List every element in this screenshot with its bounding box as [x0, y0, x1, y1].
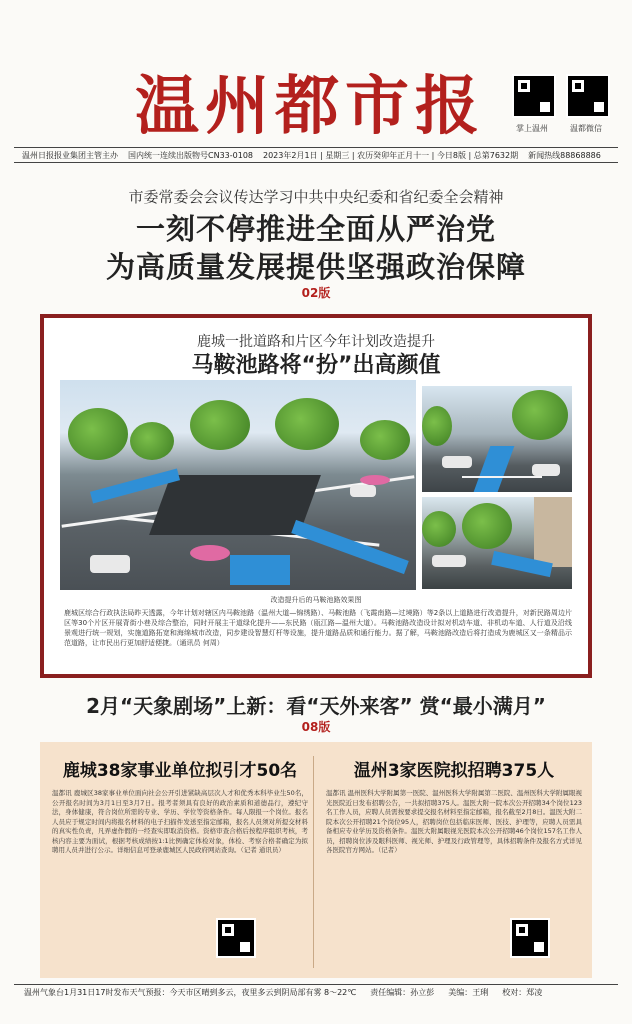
qr2-label: 温都微信 [570, 124, 602, 133]
lead-headline-1[interactable]: 一刻不停推进全面从严治党 [135, 212, 496, 246]
left-headline[interactable]: 鹿城38家事业单位拟引才50名 [62, 761, 298, 781]
second-page-ref[interactable]: 08版 [301, 720, 331, 734]
right-body: 温都讯 温州医科大学附属第一医院、温州医科大学附属第二医院、温州医科大学附属眼视光医院近日发布招聘公告，一共拟招聘375人。温医大附一院本次公开招聘34个岗位123名工作人员，应聘人员需按要求提交报名材料至指定邮箱，报名截至2月8日。温医大附二院本次公开招聘21个岗位95人，招聘岗位包括临床医师、医技、护理等，应聘人员需具备相应专业学历及资格条件。温医大附属眼视光医院本次公开招聘46个岗位157名工作人员，招聘岗位涉及眼科医师、视光师、护理及行政管理等，具体招聘条件及报名方式详见各医院官方网站。（记者） [326, 789, 582, 854]
feature-body: 鹿城区综合行政执法局昨天透露，今年计划对辖区内马鞍池路（温州大道—锦绣路）、马鞍池路（飞霞南路—过境路）等2条以上道路进行改造提升，对新民路周边片区等30个片区开展背街小巷及综合整治，同时开展主干道绿化提升——东民路（瓯江路—温州大道）。马鞍池路改造设计拟对机动车道、非机动车道、人行道及沿线景观进行统一规划，实施道路拓宽和海绵城市改造，同步建设智慧灯杆等设施，提升道路品质和通行能力。据了解，马鞍池路改造后将打造成为鹿城区又一条精品示范道路，让市民出行更加舒适便捷。（通讯员 何周） [64, 609, 572, 647]
masthead-info-bar [14, 147, 618, 163]
info-hotline: 新闻热线88868886 [528, 150, 601, 160]
info-publisher: 温州日报报业集团主管主办 [22, 150, 118, 160]
qr-code-icon [566, 74, 610, 118]
second-headline[interactable]: 2月“天象剧场”上新：看“天外来客” 赏“最小满月” [86, 694, 546, 718]
feature-photo-2[interactable] [422, 386, 572, 492]
info-date: 2023年2月1日 | 星期三 | 农历癸卯年正月十一 | 今日8版 | 总第7632期 [263, 150, 519, 160]
column-divider [313, 756, 314, 968]
footer-weather: 温州气象台1月31日17时发布天气预报：今天市区晴到多云，夜里多云到阴局部有雾 8～22℃ [24, 988, 357, 997]
right-column [326, 756, 582, 856]
left-column [52, 756, 308, 856]
feature-kicker: 鹿城一批道路和片区今年计划改造提升 [197, 334, 435, 350]
feature-main-photo[interactable] [60, 380, 416, 590]
footer-editor: 责任编辑：孙立彭 [370, 988, 435, 997]
lead-headline-2[interactable]: 为高质量发展提供坚强政治保障 [105, 250, 526, 284]
left-body: 温都讯 鹿城区38家事业单位面向社会公开引进紧缺高层次人才和优秀本科毕业生50名，公开报名时间为3月1日至3月7日。报考者须具有良好的政治素质和道德品行，遵纪守法，身体健康，符合岗位所需的专业、学历、学位等资格条件。每人限报一个岗位。报名人员应于规定时间内将报名材料的电子扫描件发送至指定邮箱，报名人员须对所提交材料的真实性负责，凡弄虚作假的一经查实即取消资格。资格审查合格后按程序组织考核，考核内容主要为面试，根据考核成绩按1:1比例确定体检对象，体检、考察合格者确定为拟聘用人员并进行公示。详细信息可登录鹿城区人民政府网站查询。（记者 通讯员） [52, 789, 308, 854]
footer-designer: 美编：王琍 [448, 988, 489, 997]
lead-page-ref[interactable]: 02版 [301, 286, 331, 300]
footer-proof: 校对：郑凌 [502, 988, 543, 997]
qr1-label: 掌上温州 [516, 124, 548, 133]
qr-code-icon [510, 918, 550, 958]
qr-code-icon [216, 918, 256, 958]
feature-headline[interactable]: 马鞍池路将“扮”出高颜值 [191, 353, 441, 378]
feature-photo-caption: 改造提升后的马鞍池路效果图 [270, 596, 362, 604]
lead-kicker: 市委常委会会议传达学习中共中央纪委和省纪委全会精神 [128, 188, 504, 206]
right-headline[interactable]: 温州3家医院拟招聘375人 [353, 761, 555, 781]
feature-photo-3[interactable] [422, 497, 572, 589]
qr-code-icon [512, 74, 556, 118]
info-issn: 国内统一连续出版物号CN33-0108 [128, 150, 253, 160]
footer-bar [14, 984, 618, 1000]
masthead-title: 温州都市报 [135, 69, 485, 144]
